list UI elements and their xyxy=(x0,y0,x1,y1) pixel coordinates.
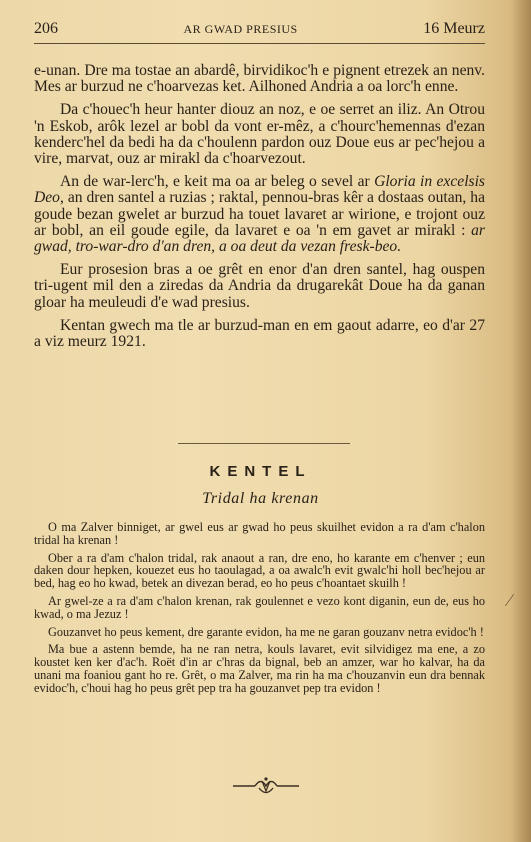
floral-tailpiece-icon xyxy=(231,775,301,797)
paragraph: Ar gwel-ze a ra d'am c'halon krenan, rak goulennet e vezo kont diganin, eun de, eus ho kwad, o ma Jezuz ! xyxy=(34,593,485,621)
section-divider xyxy=(178,443,350,444)
paragraph: Da c'houec'h heur hanter diouz an noz, e oe serret an iliz. An Otrou 'n Eskob, arôk lezel ar bobl da vont er-mêz, a c'hourc'hemennas d'ezan kenderc'hel da bedi ha da c'houlenn pardon ouz Doue eus ar pec'hejou a vire, marvat, ouz ar mirakl da c'hoarvezout. xyxy=(34,101,485,168)
paragraph: Ober a ra d'am c'halon tridal, rak anaout a ran, dre eno, ho karante em c'henver ; eun daken dour hepken, kouezet eus ho taoulagad, a oa awalc'h evit gwalc'hi holl bec'hejou ar bed, hag eo ho kwad, betek an divezan berad, eo ho peus c'hoantaet skuilh ! xyxy=(34,550,485,591)
header-date: 16 Meurz xyxy=(423,20,485,37)
italic-quote: ar gwad, tro-war-dro d'an dren, a oa deut da vezan fresk-beo. xyxy=(34,221,485,256)
main-text xyxy=(34,63,485,357)
text-run: , an dren santel a ruzias ; raktal, pennou-bras kêr a dostaas outan, ha goude bezan gwelet ar burzud ha touet lavaret ar wirione, e trojont ouz ar bobl, an eil goude egile, da lavaret e oa 'n em gavet ar mirakl : xyxy=(34,189,485,239)
paragraph: Kentan gwech ma tle ar burzud-man en em gaout adarre, eo d'ar 27 a viz meurz 1921. xyxy=(34,316,485,351)
latin-quote: Gloria in excelsis Deo xyxy=(34,173,485,207)
running-title: AR GWAD PRESIUS xyxy=(183,22,298,36)
paragraph: e-unan. Dre ma tostae an abardê, birvidikoc'h e pignent etrezek an nenv. Mes ar burzud ne c'hoarvezas ket. Ailhoned Andria a oa lorc'h enne. xyxy=(34,62,485,96)
paragraph: Gouzanvet ho peus kement, dre garante evidon, ha me ne garan gouzanv netra evidoc'h ! xyxy=(48,624,484,639)
paragraph: O ma Zalver binniget, ar gwel eus ar gwad ho peus skuilhet evidon a ra d'am c'halon tridal ha krenan ! xyxy=(34,520,485,547)
section-heading: KENTEL xyxy=(209,463,312,480)
text-run: An de war-lerc'h, e keit ma oa ar beleg o sevel ar xyxy=(60,173,375,191)
paragraph: Ma bue a astenn bemde, ha ne ran netra, kouls lavaret, evit silvidigez ma ene, a zo koustet ken ker d'ac'h. Roët d'in ar c'hras da bignal, beb an amzer, war ho kalvar, ha da unani ma foaniou gant ho re. Grêt, o ma Zalver, ma rin ha ma c'houzanvin eun dra bennak evidoc'h, c'houi hag ho peus grêt pep tra ha gouzanvet pep tra evidon ! xyxy=(34,642,485,695)
paragraph xyxy=(34,174,485,255)
section-subtitle: Tridal ha krenan xyxy=(202,490,319,507)
running-header xyxy=(34,20,485,44)
lesson-text xyxy=(34,521,485,700)
pencil-mark-icon: ∕ xyxy=(507,590,511,610)
page-number: 206 xyxy=(34,20,58,37)
paragraph: Eur prosesion bras a oe grêt en enor d'an dren santel, hag ouspen tri-ugent mil den a ziredas da Andria da drugarekât Doue ha da ganan gloar ha meuleudi d'e wad presius. xyxy=(34,261,485,311)
